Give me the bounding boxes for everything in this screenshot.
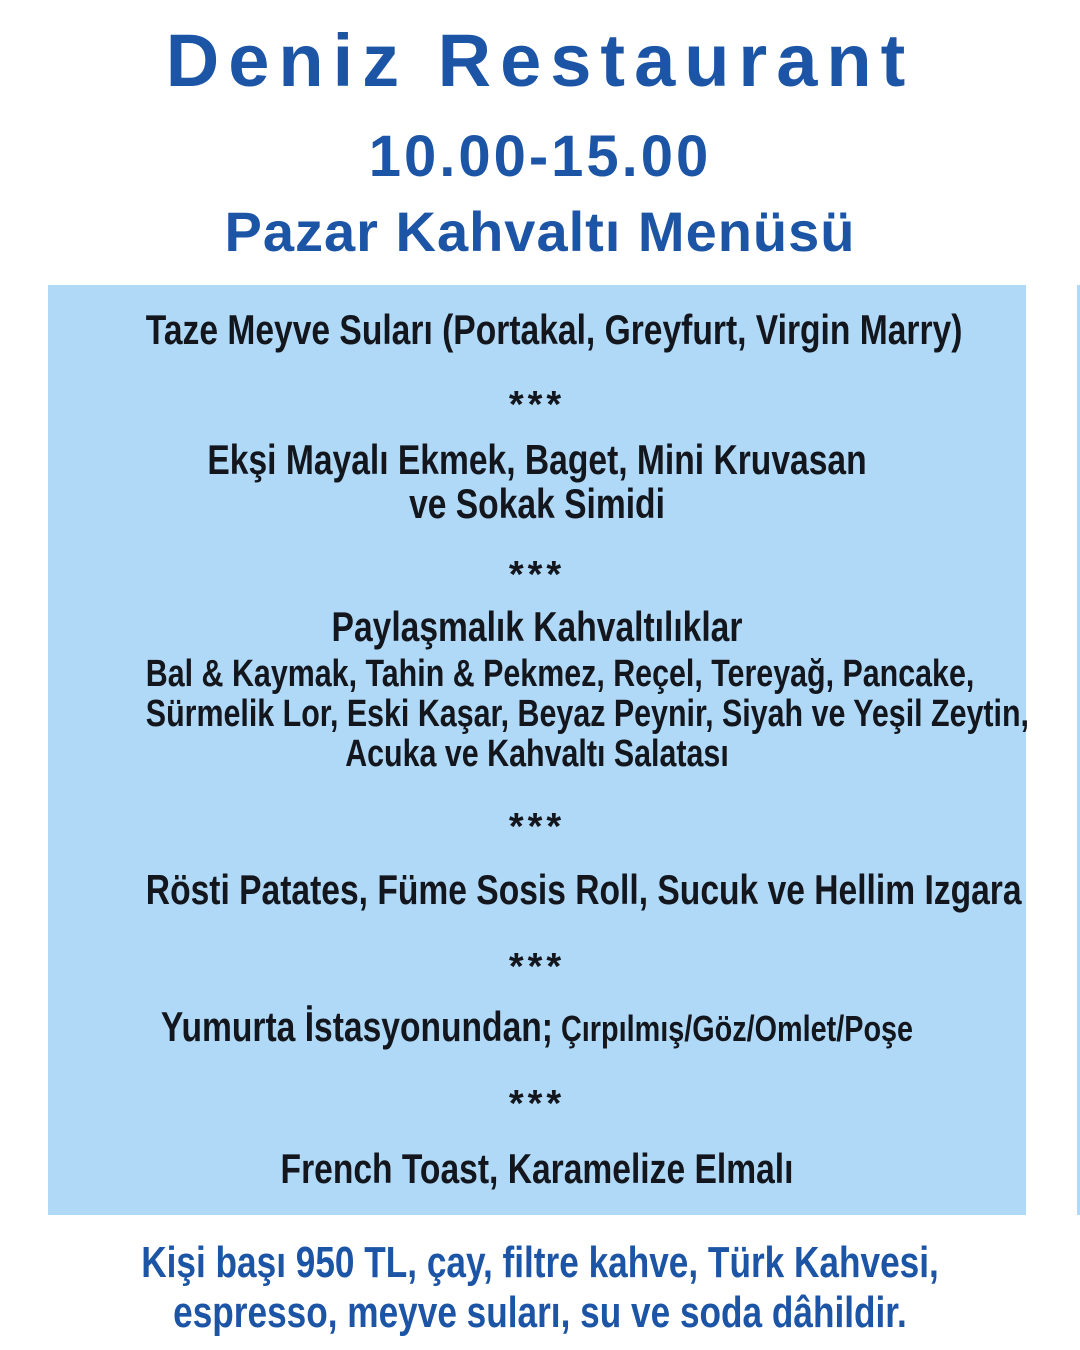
menu-item-egg-station (146, 1005, 928, 1051)
restaurant-title: Deniz Restaurant (165, 19, 915, 102)
menu-item-breads-line2: ve Sokak Simidi (409, 480, 665, 527)
menu-subtitle: Pazar Kahvaltı Menüsü (224, 200, 856, 263)
menu-item-breads-line1: Ekşi Mayalı Ekmek, Baget, Mini Kruvasan (207, 436, 867, 483)
menu-item-shared-line1: Bal & Kaymak, Tahin & Pekmez, Reçel, Tereyağ, Pancake, (145, 653, 975, 695)
separator: *** (508, 806, 566, 848)
separator: *** (508, 554, 566, 596)
service-hours: 10.00-15.00 (368, 124, 712, 189)
menu-item-shared-line3: Acuka ve Kahvaltı Salatası (345, 733, 729, 775)
menu-footer (0, 1238, 1080, 1338)
menu-item-hot-plates: Rösti Patates, Füme Sosis Roll, Sucuk ve Hellim Izgara (145, 866, 1022, 913)
egg-station-options: Çırpılmış/Göz/Omlet/Poşe (560, 1008, 914, 1049)
menu-panel (48, 285, 1030, 1215)
separator: *** (508, 946, 566, 988)
menu-item-shared-line2: Sürmelik Lor, Eski Kaşar, Beyaz Peynir, Siyah ve Yeşil Zeytin, (145, 693, 1030, 735)
menu-section-heading-shared-breakfast: Paylaşmalık Kahvaltılıklar (331, 603, 743, 650)
price-info-line2: espresso, meyve suları, su ve soda dâhildir. (173, 1288, 907, 1337)
separator: *** (508, 1083, 566, 1125)
price-info-line1: Kişi başı 950 TL, çay, filtre kahve, Türk Kahvesi, (141, 1238, 939, 1287)
separator: *** (508, 384, 566, 426)
menu-item-fresh-juices: Taze Meyve Suları (Portakal, Greyfurt, Virgin Marry) (145, 306, 963, 353)
menu-item-french-toast: French Toast, Karamelize Elmalı (280, 1145, 794, 1192)
egg-station-label: Yumurta İstasyonundan; (160, 1003, 553, 1050)
menu-header (0, 19, 1080, 263)
